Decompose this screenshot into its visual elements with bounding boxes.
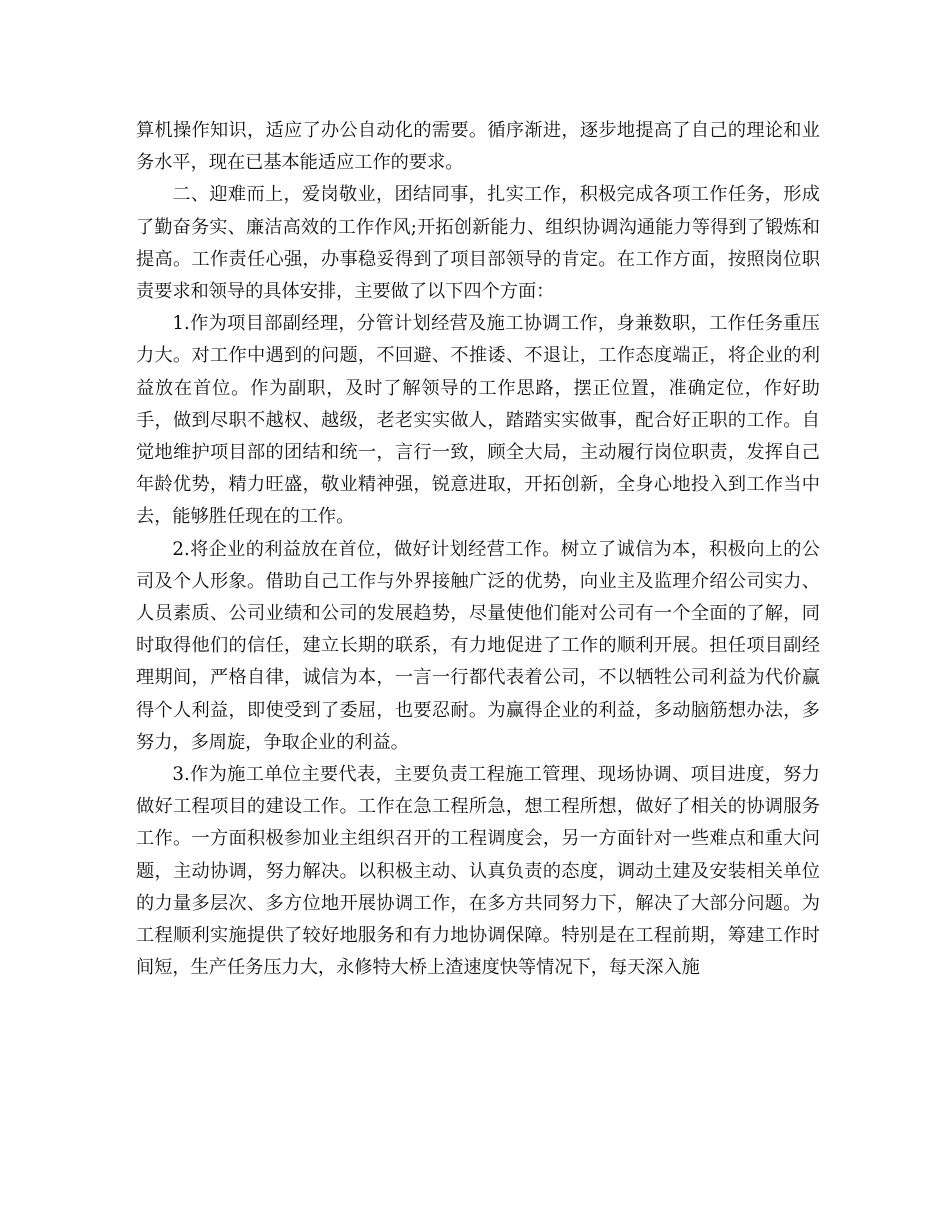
- document-body: [136, 115, 820, 984]
- paragraph-section-two: 二、迎难而上，爱岗敬业，团结同事，扎实工作，积极完成各项工作任务，形成了勤奋务实、廉洁高效的工作作风;开拓创新能力、组织协调沟通能力等得到了锻炼和提高。工作责任心强，办事稳妥得到了项目部领导的肯定。在工作方面，按照岗位职责要求和领导的具体安排，主要做了以下四个方面：: [136, 184, 820, 303]
- paragraph-continuation: 算机操作知识，适应了办公自动化的需要。循序渐进，逐步地提高了自己的理论和业务水平，现在已基本能适应工作的要求。: [136, 120, 820, 174]
- paragraph-item-one: 1.作为项目部副经理，分管计划经营及施工协调工作，身兼数职，工作任务重压力大。对工作中遇到的问题，不回避、不推诿、不退让，工作态度端正，将企业的利益放在首位。作为副职，及时了解领导的工作思路，摆正位置，准确定位，作好助手，做到尽职不越权、越级，老老实实做人，踏踏实实做事，配合好正职的工作。自觉地维护项目部的团结和统一，言行一致，顾全大局，主动履行岗位职责，发挥自己年龄优势，精力旺盛，敬业精神强，锐意进取，开拓创新，全身心地投入到工作当中去，能够胜任现在的工作。: [136, 313, 820, 528]
- paragraph-item-two: 2.将企业的利益放在首位，做好计划经营工作。树立了诚信为本，积极向上的公司及个人形象。借助自己工作与外界接触广泛的优势，向业主及监理介绍公司实力、人员素质、公司业绩和公司的发展趋势，尽量使他们能对公司有一个全面的了解，同时取得他们的信任，建立长期的联系，有力地促进了工作的顺利开展。担任项目副经理期间，严格自律，诚信为本，一言一行都代表着公司，不以牺牲公司利益为代价赢得个人利益，即使受到了委屈，也要忍耐。为赢得企业的利益，多动脑筋想办法，多努力，多周旋，争取企业的利益。: [136, 538, 820, 753]
- paragraph-item-three: 3.作为施工单位主要代表，主要负责工程施工管理、现场协调、项目进度，努力做好工程项目的建设工作。工作在急工程所急，想工程所想，做好了相关的协调服务工作。一方面积极参加业主组织召开的工程调度会，另一方面针对一些难点和重大问题，主动协调，努力解决。以积极主动、认真负责的态度，调动土建及安装相关单位的力量多层次、多方位地开展协调工作，在多方共同努力下，解决了大部分问题。为工程顺利实施提供了较好地服务和有力地协调保障。特别是在工程前期，筹建工作时间短，生产任务压力大，永修特大桥上渣速度快等情况下，每天深入施: [136, 764, 820, 979]
